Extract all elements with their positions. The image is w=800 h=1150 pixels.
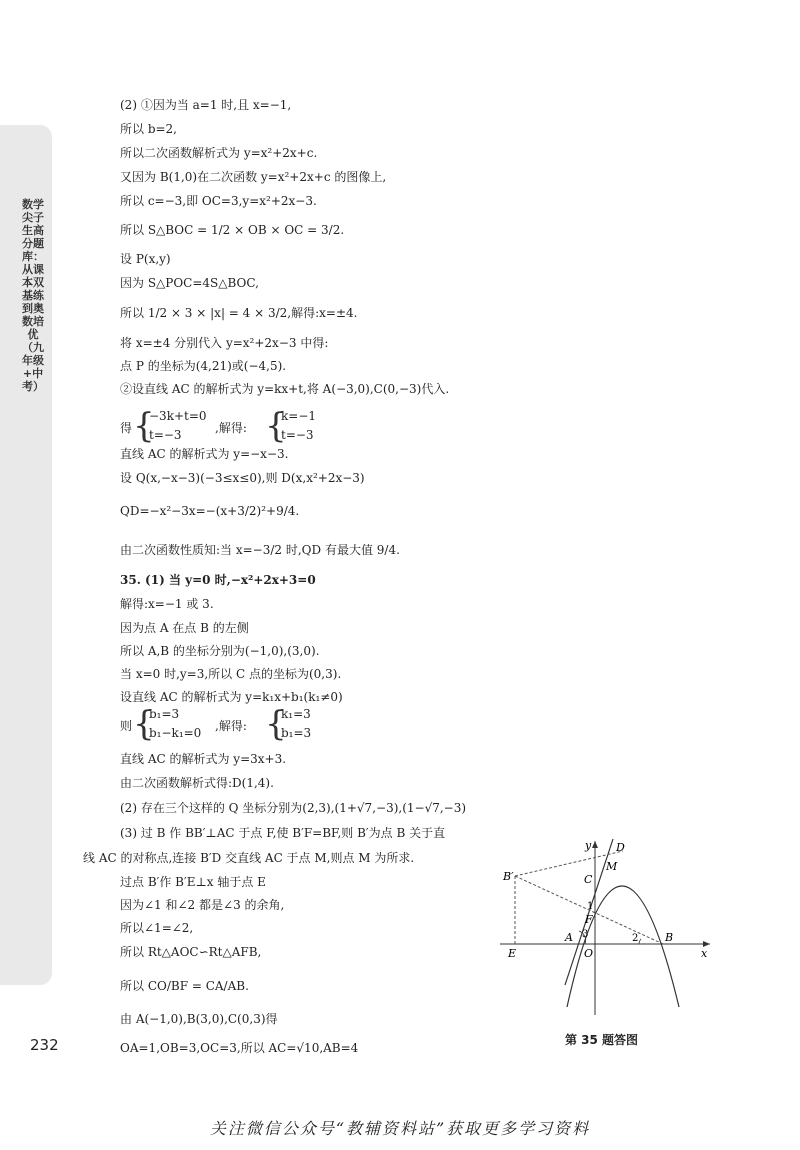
- label-b-prime: B′: [503, 870, 514, 883]
- solution-row: k=−1: [281, 409, 317, 423]
- figure-caption: 第 35 题答图: [565, 1033, 639, 1047]
- text-line: 当 x=0 时,y=3,所以 C 点的坐标为(0,3).: [120, 667, 342, 681]
- angle-2-arc: [639, 939, 641, 944]
- system-row: −3k+t=0: [149, 409, 207, 423]
- text-line: 所以 A,B 的坐标分别为(−1,0),(3,0).: [120, 644, 320, 658]
- text-line: 设 P(x,y): [120, 252, 171, 266]
- text-line: 解得:x=−1 或 3.: [120, 597, 214, 611]
- text-line: 设 Q(x,−x−3)(−3≤x≤0),则 D(x,x²+2x−3): [120, 471, 365, 485]
- text-line: 所以 S△BOC = 1/2 × OB × OC = 3/2.: [120, 223, 345, 237]
- solution-row: b₁=3: [281, 726, 312, 740]
- text-line: 因为点 A 在点 B 的左侧: [120, 621, 249, 635]
- text-line: 因为∠1 和∠2 都是∠3 的余角,: [120, 898, 285, 912]
- label-o: O: [584, 947, 594, 960]
- system-prefix: 得: [120, 421, 133, 435]
- system-row: b₁=3: [149, 707, 180, 721]
- text-line: (3) 过 B 作 BB′⊥AC 于点 F,使 B′F=BF,则 B′为点 B 关于直: [120, 826, 446, 840]
- system-connector: ,解得:: [215, 719, 247, 733]
- text-line: OA=1,OB=3,OC=3,所以 AC=√10,AB=4: [120, 1041, 359, 1055]
- problem-35-figure: [495, 835, 720, 1025]
- label-c: C: [584, 873, 593, 886]
- label-y: y: [585, 839, 592, 852]
- text-line: 过点 B′作 B′E⊥x 轴于点 E: [120, 875, 266, 889]
- brace-icon: {: [265, 704, 287, 744]
- brace-icon: {: [133, 406, 155, 446]
- system-connector: ,解得:: [215, 421, 247, 435]
- text-line: QD=−x²−3x=−(x+3/2)²+9/4.: [120, 504, 300, 518]
- book-title-vertical: 数学尖子生高分题库：从课本双基练到奥数培优（九年级+中考）: [22, 198, 44, 393]
- text-line: 又因为 B(1,0)在二次函数 y=x²+2x+c 的图像上,: [120, 170, 387, 184]
- text-line: 设直线 AC 的解析式为 y=k₁x+b₁(k₁≠0): [120, 690, 343, 704]
- system-prefix: 则: [120, 719, 133, 733]
- text-line: 因为 S△POC=4S△BOC,: [120, 276, 259, 290]
- label-x: x: [701, 947, 708, 960]
- text-line: 将 x=±4 分别代入 y=x²+2x−3 中得:: [120, 336, 329, 350]
- text-line: 所以 Rt△AOC∽Rt△AFB,: [120, 945, 262, 959]
- system-row: b₁−k₁=0: [149, 726, 202, 740]
- text-line: 所以∠1=∠2,: [120, 921, 194, 935]
- text-line: 直线 AC 的解析式为 y=−x−3.: [120, 447, 289, 461]
- problem-35-start: 35. (1) 当 y=0 时,−x²+2x+3=0: [120, 573, 316, 587]
- text-line: 由 A(−1,0),B(3,0),C(0,3)得: [120, 1012, 278, 1026]
- text-line: 线 AC 的对称点,连接 B′D 交直线 AC 于点 M,则点 M 为所求.: [83, 851, 415, 865]
- text-line: 所以 b=2,: [120, 122, 178, 136]
- text-line: ②设直线 AC 的解析式为 y=kx+t,将 A(−3,0),C(0,−3)代入.: [120, 382, 450, 396]
- solution-row: k₁=3: [281, 707, 311, 721]
- y-axis-arrow-icon: [592, 841, 598, 848]
- brace-icon: {: [265, 406, 287, 446]
- label-a: A: [565, 931, 573, 944]
- text-line: (2) 存在三个这样的 Q 坐标分别为(2,3),(1+√7,−3),(1−√7,−3): [120, 801, 467, 815]
- label-b: B: [665, 931, 674, 944]
- text-line: 由二次函数性质知:当 x=−3/2 时,QD 有最大值 9/4.: [120, 543, 400, 557]
- label-d: D: [616, 841, 625, 854]
- footer-watermark: 关注微信公众号“教辅资料站”获取更多学习资料: [209, 1119, 591, 1138]
- text-line: 由二次函数解析式得:D(1,4).: [120, 776, 274, 790]
- text-line: 所以 c=−3,即 OC=3,y=x²+2x−3.: [120, 194, 317, 208]
- system-row: t=−3: [149, 428, 182, 442]
- text-line: 所以二次函数解析式为 y=x²+2x+c.: [120, 146, 318, 160]
- label-angle-3: 3: [582, 929, 589, 940]
- text-line: 点 P 的坐标为(4,21)或(−4,5).: [120, 359, 287, 373]
- label-f: F: [585, 913, 593, 926]
- brace-icon: {: [133, 704, 155, 744]
- text-line: 直线 AC 的解析式为 y=3x+3.: [120, 752, 287, 766]
- label-angle-2: 2: [632, 933, 639, 944]
- label-angle-1: 1: [587, 901, 594, 912]
- text-line: (2) ①因为当 a=1 时,且 x=−1,: [120, 98, 292, 112]
- label-m: M: [606, 860, 618, 873]
- solution-row: t=−3: [281, 428, 314, 442]
- label-e: E: [508, 947, 517, 960]
- text-line: 所以 1/2 × 3 × |x| = 4 × 3/2,解得:x=±4.: [120, 306, 358, 320]
- text-line: 所以 CO/BF = CA/AB.: [120, 979, 249, 993]
- page-number: 232: [30, 1036, 59, 1054]
